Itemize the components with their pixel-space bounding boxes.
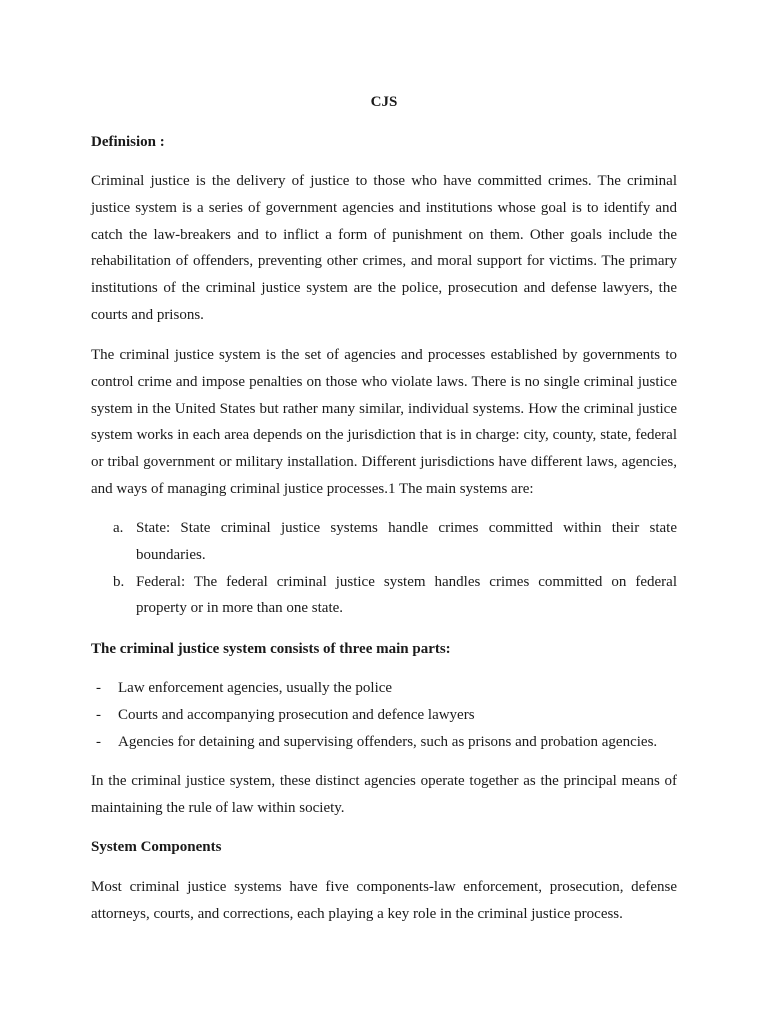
list-marker: - xyxy=(96,680,101,696)
list-item-text: State: State criminal justice systems handle crimes committed within their state boundaries. xyxy=(136,520,677,563)
list-marker: - xyxy=(96,733,101,750)
list-item xyxy=(91,729,677,756)
list-item-text: Agencies for detaining and supervising offenders, such as prisons and probation agencies. xyxy=(118,733,658,750)
list-item xyxy=(91,702,677,729)
document-title: CJS xyxy=(370,94,398,110)
systems-list xyxy=(91,515,677,622)
list-item-text: Law enforcement agencies, usually the police xyxy=(118,680,393,696)
list-item xyxy=(91,675,677,702)
list-item-text: Courts and accompanying prosecution and defence lawyers xyxy=(118,706,475,723)
list-marker: a. xyxy=(113,520,124,536)
list-marker: b. xyxy=(113,573,125,590)
list-item-text: Federal: The federal criminal justice system handles crimes committed on federal property or in more than one state. xyxy=(136,573,677,617)
components-paragraph: Most criminal justice systems have five components-law enforcement, prosecution, defense attorneys, courts, and corrections, each playing a key role in the criminal justice process. xyxy=(91,879,677,922)
rule-of-law-paragraph: In the criminal justice system, these distinct agencies operate together as the principal means of maintaining the rule of law within society. xyxy=(91,773,677,816)
definition-paragraph: Criminal justice is the delivery of justice to those who have committed crimes. The criminal justice system is a series of government agencies and institutions whose goal is to identify and catch the law-breakers and to inflict a form of punishment on them. Other goals include the rehabilitation of offenders, preventing other crimes, and moral support for victims. The primary institutions of the criminal justice system are the police, prosecution and defense lawyers, the courts and prisons. xyxy=(91,173,677,323)
parts-list xyxy=(91,675,677,755)
overview-paragraph: The criminal justice system is the set of agencies and processes established by governments to control crime and impose penalties on those who violate laws. There is no single criminal justice system in the United States but rather many similar, individual systems. How the criminal justice system works in each area depends on the jurisdiction that is in charge: city, county, state, federal or tribal government or military installation. Different jurisdictions have different laws, agencies, and ways of managing criminal justice processes.1 The main systems are: xyxy=(91,347,677,497)
parts-heading: The criminal justice system consists of three main parts: xyxy=(91,641,451,657)
definition-heading: Definision : xyxy=(91,134,165,150)
list-marker: - xyxy=(96,706,101,723)
list-item xyxy=(91,515,677,569)
components-heading: System Components xyxy=(91,839,222,855)
list-item xyxy=(91,569,677,623)
